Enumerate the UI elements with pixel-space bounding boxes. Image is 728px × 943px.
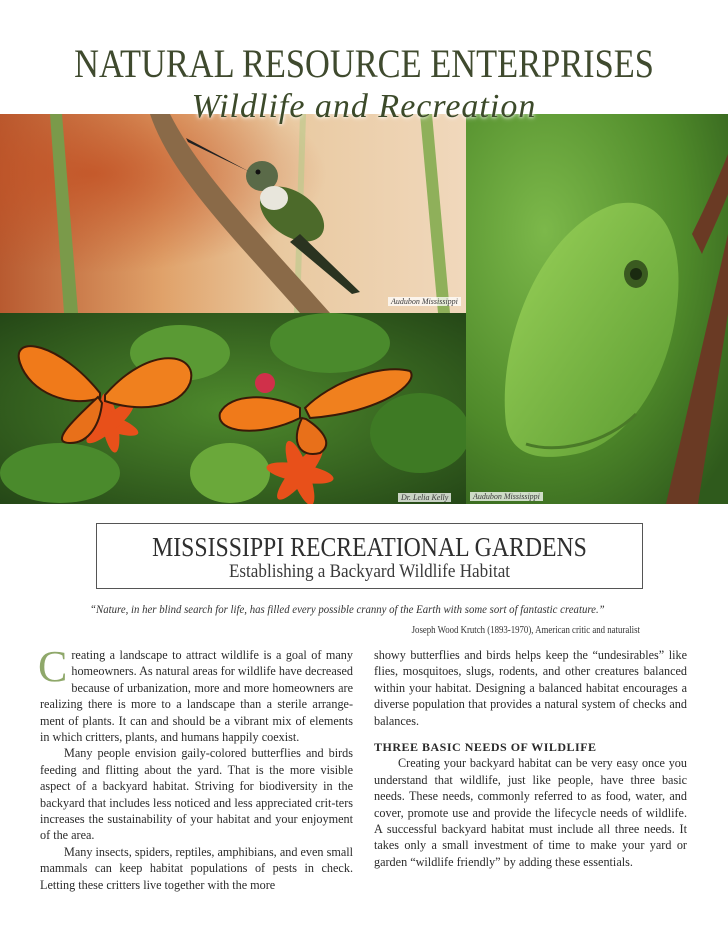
right-column <box>374 647 687 870</box>
photo-credit-frog: Audubon Mississippi <box>470 492 543 501</box>
paragraph: showy butterflies and birds helps keep the “undesirables” like flies, mosquitoes, slugs, rodents, and other creatures balanced within your habitat. Designing a balanced habitat encourages a diverse population that provides a natural system of checks and balances. <box>374 648 687 728</box>
paragraph: Many people envision gaily-colored butterflies and birds feeding and flitting about the yard. That is the more visible aspect of a backyard habitat. Striving for biodiversity in the backyard that includes less noticed and less appreciated crit-ters increases the sustainability of your habitat and your enjoyment of the area. <box>40 746 353 843</box>
photo-credit-butterflies: Dr. Lelia Kelly <box>398 493 451 502</box>
section-heading: THREE BASIC NEEDS OF WILDLIFE <box>374 740 597 755</box>
paragraph-text: reating a landscape to attract wildlife is a goal of many homeowners. As natural areas for wildlife have decreased because of urbanization, more and more homeowners are realizing there is more to a landscape than a sterile arrange-ment of plants. It can and should be a vibrant mix of elements in which critters, plants, and humans happily coexist. <box>40 648 353 745</box>
masthead-subtitle: Wildlife and Recreation <box>191 88 537 125</box>
butterflies-photo <box>0 313 466 504</box>
tree-frog-photo <box>466 114 728 504</box>
masthead-title: NATURAL RESOURCE ENTERPRISES <box>74 41 654 86</box>
hummingbird-photo <box>0 114 466 313</box>
paragraph <box>38 642 353 745</box>
photo-credit-hummingbird: Audubon Mississippi <box>388 297 461 306</box>
left-column <box>38 642 353 893</box>
article-title-box <box>96 523 643 589</box>
quote: “Nature, in her blind search for life, has filled every possible cranny of the Earth with some sort of fantastic creature.” <box>90 602 605 616</box>
drop-cap: C <box>38 642 68 691</box>
paragraph: Creating your backyard habitat can be very easy once you understand that wildlife, just like people, have three basic needs. These needs, commonly referred to as food, water, and cover, promote use and provide the lifecycle needs of wildlife. A successful backyard habitat must include all three needs. It takes only a small investment of time to make your yard or garden “wildlife friendly” by adding these essentials. <box>374 756 687 869</box>
quote-attribution: Joseph Wood Krutch (1893-1970), American critic and naturalist <box>411 625 640 636</box>
article-subtitle: Establishing a Backyard Wildlife Habitat <box>228 561 511 582</box>
article-title: MISSISSIPPI RECREATIONAL GARDENS <box>152 532 587 562</box>
paragraph: Many insects, spiders, reptiles, amphibians, and even small mammals can keep habitat populations of pests in check. Letting these critters live together with the more <box>40 844 353 892</box>
